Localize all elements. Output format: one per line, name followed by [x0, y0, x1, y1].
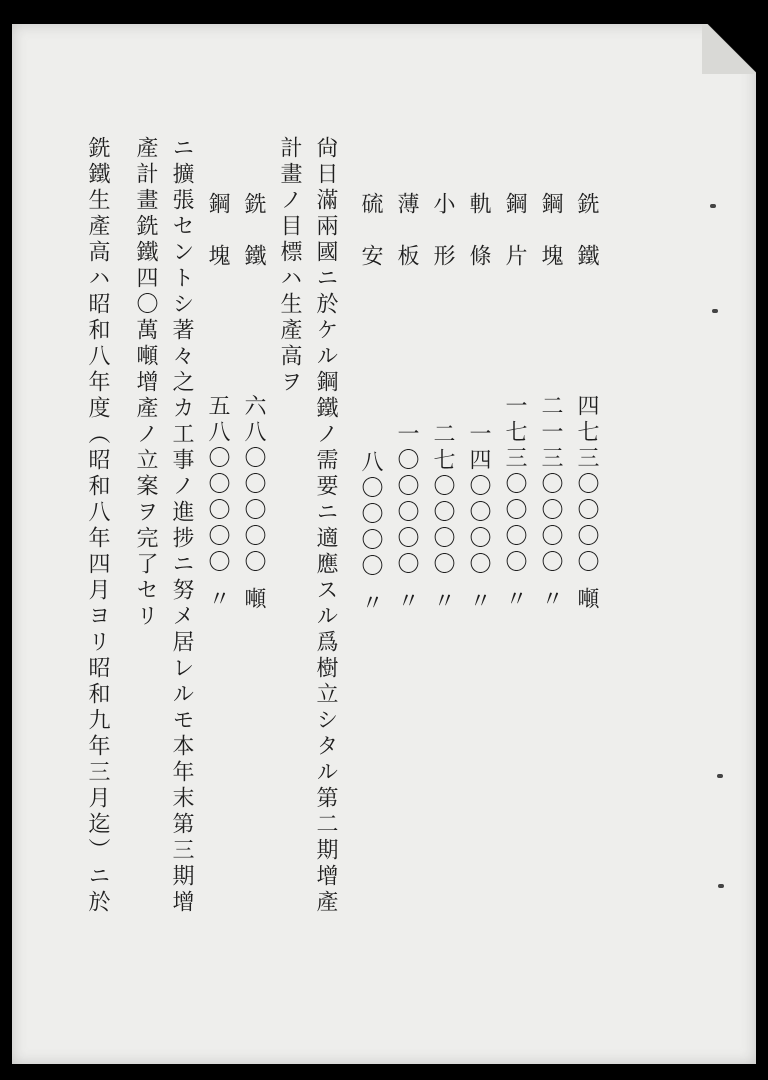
folded-corner — [702, 24, 756, 74]
paragraph-line: 銑鐵生產高ハ昭和八年度（昭和八年四月ヨリ昭和九年三月迄）ニ於 — [85, 136, 110, 916]
document-page — [12, 24, 756, 1064]
paragraph-line: 尙日滿兩國ニ於ケル鋼鐵ノ需要ニ適應スル爲樹立シタル第二期增產 — [313, 136, 338, 916]
margin-speck — [718, 884, 724, 888]
paragraph-line: 計畫ノ目標ハ生產高ヲ — [277, 136, 302, 396]
table-amount: 八〇〇〇〇 〃 — [358, 450, 383, 617]
table-amount: 一四〇〇〇〇 〃 — [466, 422, 491, 615]
table-amount: 一七三〇〇〇〇 〃 — [502, 394, 527, 613]
table-item: 軌 條 — [466, 192, 491, 270]
paragraph-line: ニ擴張セントシ著々之カ工事ノ進捗ニ努メ居レルモ本年末第三期增 — [169, 136, 194, 916]
table-item: 小 形 — [430, 192, 455, 270]
table-item: 鋼 塊 — [205, 192, 230, 270]
table-item: 鋼 片 — [502, 192, 527, 270]
table-amount: 一〇〇〇〇〇 〃 — [394, 422, 419, 615]
table-amount: 二七〇〇〇〇 〃 — [430, 422, 455, 615]
table-amount: 二一三〇〇〇〇 〃 — [538, 394, 563, 613]
table-amount: 五八〇〇〇〇〇 〃 — [205, 394, 230, 613]
table-item: 鋼 塊 — [538, 192, 563, 270]
paragraph-line: 產計畫銑鐵四〇萬噸增產ノ立案ヲ完了セリ — [133, 136, 158, 630]
margin-speck — [710, 204, 716, 208]
margin-speck — [717, 774, 723, 778]
table-item: 硫 安 — [358, 192, 383, 270]
margin-speck — [712, 309, 718, 313]
table-item: 銑 鐵 — [241, 192, 266, 270]
table-item: 薄 板 — [394, 192, 419, 270]
table-amount: 四七三〇〇〇〇 噸 — [574, 394, 599, 613]
table-item: 銑 鐵 — [574, 192, 599, 270]
table-amount: 六八〇〇〇〇〇 噸 — [241, 394, 266, 613]
